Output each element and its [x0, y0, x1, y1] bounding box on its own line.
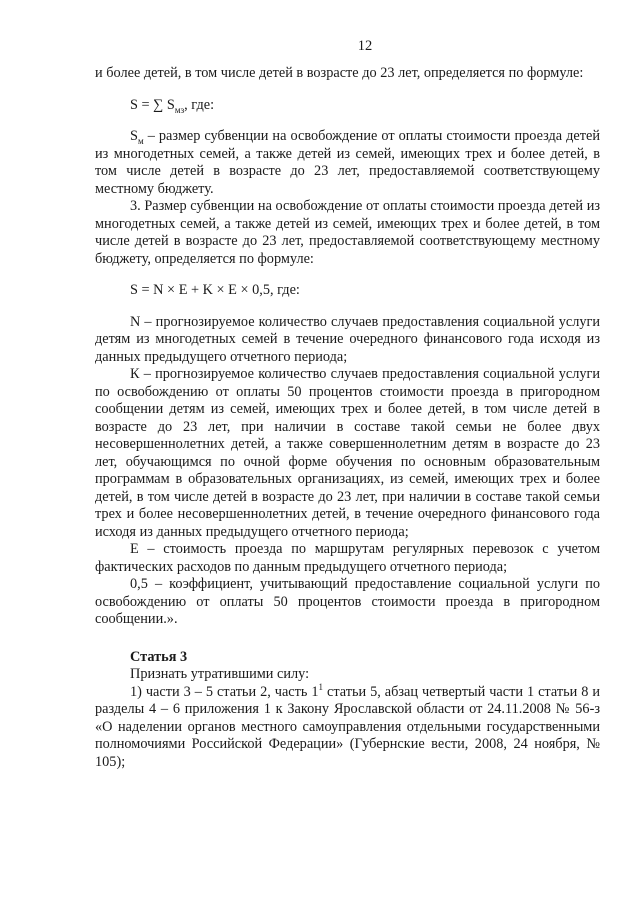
formula-main: S = ∑ S: [130, 96, 175, 113]
definition-e: Е – стоимость проезда по маршрутам регулярных перевозок с учетом фактических расходов по данным предыдущего отчетного периода;: [95, 541, 600, 575]
definition-sm: [95, 128, 600, 198]
formula-total-subvention: [95, 97, 600, 115]
formula-tail: , где:: [184, 96, 215, 113]
definition-n: N – прогнозируемое количество случаев предоставления социальной услуги детям из многодетных семей в течение очередного финансового года исходя из данных предыдущего отчетного периода;: [95, 313, 600, 365]
repeal-item-1-start: 1) части 3 – 5 статьи 2, часть 1: [130, 683, 319, 700]
article-heading: Статья 3: [130, 648, 188, 665]
definition-k: К – прогнозируемое количество случаев предоставления социальной услуги по освобождению от оплаты 50 процентов стоимости проезда в пригородном сообщении детям из семей, имеющих трех и более детей, в том числе детей в возрасте до 23 лет, при наличии в составе такой семьи не более двух несовершеннолетних детей, а также совершеннолетним детям в возрасте до 23 лет, обучающимся по очной форме обучения по основным образовательным программам в образовательных организациях, из семей, имеющих трех и более детей, в том числе детей в возрасте до 23 лет, при наличии в составе такой семьи трех и более несовершеннолетних детей, в течение очередного финансового года исходя из данных предыдущего отчетного периода;: [95, 366, 600, 540]
definition-coefficient: 0,5 – коэффициент, учитывающий предоставление социальной услуги по освобождению от оплаты 50 процентов стоимости проезда в пригородном сообщении.».: [95, 576, 600, 627]
repeal-item-1-rest: статьи 5, абзац четвертый части 1 статьи 8 и разделы 4 – 6 приложения 1 к Закону Ярославской области от 24.11.2008 № 56-з «О наделении органов местного самоуправления отдельными государственными полномочиями Российской Федерации» (Губернские вести, 2008, 24 ноября, № 105);: [95, 683, 600, 770]
repeal-intro: Признать утратившими силу:: [130, 666, 310, 682]
page-number: 12: [357, 38, 373, 54]
sm-symbol: S: [130, 128, 138, 144]
formula-subvention-size: S = N × E + K × E × 0,5, где:: [130, 282, 300, 298]
formula-subscript: мз: [174, 104, 185, 115]
repeal-item-1: [95, 681, 600, 772]
sm-subscript: м: [137, 135, 144, 146]
paragraph-continuation: и более детей, в том числе детей в возрасте до 23 лет, определяется по формуле:: [95, 65, 584, 81]
paragraph-item-3: 3. Размер субвенции на освобождение от оплаты стоимости проезда детей из многодетных семей, а также детей из семей, имеющих трех и более детей, в том числе детей в возрасте до 23 лет, предоставляемой соответствующему местному бюджету, определяется по формуле:: [95, 198, 600, 267]
repeal-item-1-superscript: 1: [318, 681, 324, 692]
sm-definition-text: – размер субвенции на освобождение от оплаты стоимости проезда детей из многодетных семей, а также детей из семей, имеющих трех и более детей, в том числе детей в возрасте до 23 лет, предоставляемой соответствующему местному бюджету.: [95, 128, 600, 197]
